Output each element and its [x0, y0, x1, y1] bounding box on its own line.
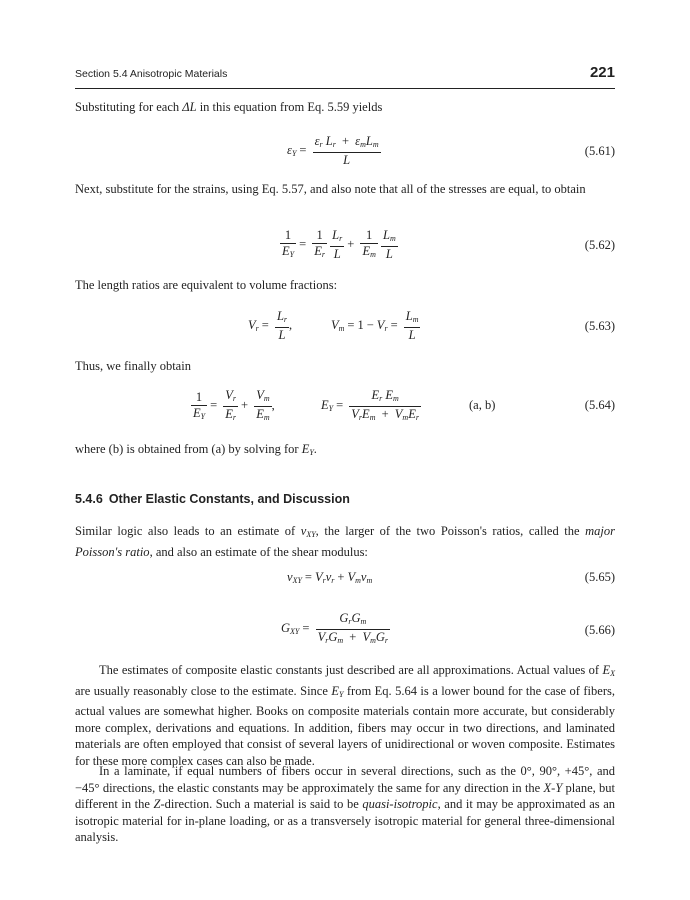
equation-5-65: $\nu_{XY} = V_r\nu_r + V_m\nu_m$ (5.65) [287, 570, 615, 585]
paragraph-substituting: Substituting for each ΔL in this equation from Eq. 5.59 yields [75, 100, 383, 114]
equation-5-62: $\frac{1}{E_Y}$ = $\frac{1}{E_r}$ $\frac{L_r}{L}$ + $\frac{1}{E_m}$ $\frac{L_m}{L}$ (5.62) [282, 228, 615, 261]
equation-number: (5.61) [584, 144, 615, 158]
paragraph-length-ratios: The length ratios are equivalent to volume fractions: [75, 278, 338, 292]
paragraph-similar-logic: Similar logic also leads to an estimate of $\nu_{XY}$, the larger of the two Poisson's ratios, called the major Poisson's ratio, and also an estimate of the shear modulus: [75, 524, 615, 559]
paragraph-thus: Thus, we finally obtain [75, 359, 191, 373]
equation-5-66: $G_{XY}$ = $\frac{G_rG_m}{V_rG_m + V_mG_r}$ (5.66) [281, 611, 615, 645]
equation-5-63: $V_r$ = $\frac{L_r}{L}$ , $V_m = 1 - V_r$ = $\frac{L_m}{L}$ (5.63) [248, 309, 615, 342]
running-header [75, 66, 615, 89]
page-number: 221 [589, 64, 615, 81]
paragraph-next-substitute: Next, substitute for the strains, using Eq. 5.57, and also note that all of the stresses are equal, to obtain [75, 182, 586, 196]
equation-5-61: $\varepsilon_Y$ = $\frac{\varepsilon_r L_r + \varepsilon_mL_m}{L}$ (5.61) [287, 134, 615, 167]
subsection-number: 5.4.6 [75, 492, 103, 506]
paragraph-where-b: where (b) is obtained from (a) by solving for $E_Y$. [75, 442, 317, 457]
equation-number: (5.62) [584, 238, 615, 252]
equation-number: (5.66) [584, 623, 615, 637]
subsection-title: Other Elastic Constants, and Discussion [108, 492, 350, 506]
paragraph-estimates: The estimates of composite elastic constants just described are all approximations. Actual values of $E_X$ are usually reasonably close to the estimate. Since $E_Y$ from Eq. 5.64 is a lower bound for the case of fibers, actual values are somewhat higher. Books on composite materials contain more accurate, but considerably more complex, derivations and equations. In addition, fibers may occur in two directions, and laminated materials are often employed that consist of several layers of unidirectional or woven composite. Estimates for these more complex cases can also be made. [75, 663, 615, 768]
equation-5-64: $\frac{1}{E_Y}$ = $\frac{V_r}{E_r}$ + $\frac{V_m}{E_m}$ , $E_Y$ = $\frac{E_r E_m}{V_rE_m + V_mE_r}$ (a, b) (5.64) [193, 388, 615, 422]
paragraph-laminate: In a laminate, if equal numbers of fibers occur in several directions, such as the 0°, 90°, +45°, and −45° directions, the elastic constants may be approximately the same for any direction in the X-Y plane, but different in the Z-direction. Such a material is said to be quasi-isotropic, and it may be approximated as an isotropic material for in-plane loading, or as a transversely isotropic material for general three-dimensional analysis. [75, 764, 616, 844]
section-title: Section 5.4 Anisotropic Materials [75, 68, 228, 80]
equation-number: (5.64) [584, 398, 615, 412]
equation-tag: (a, b) [469, 398, 496, 412]
equation-number: (5.63) [584, 319, 615, 333]
subsection-heading [75, 492, 356, 506]
equation-number: (5.65) [584, 570, 615, 584]
